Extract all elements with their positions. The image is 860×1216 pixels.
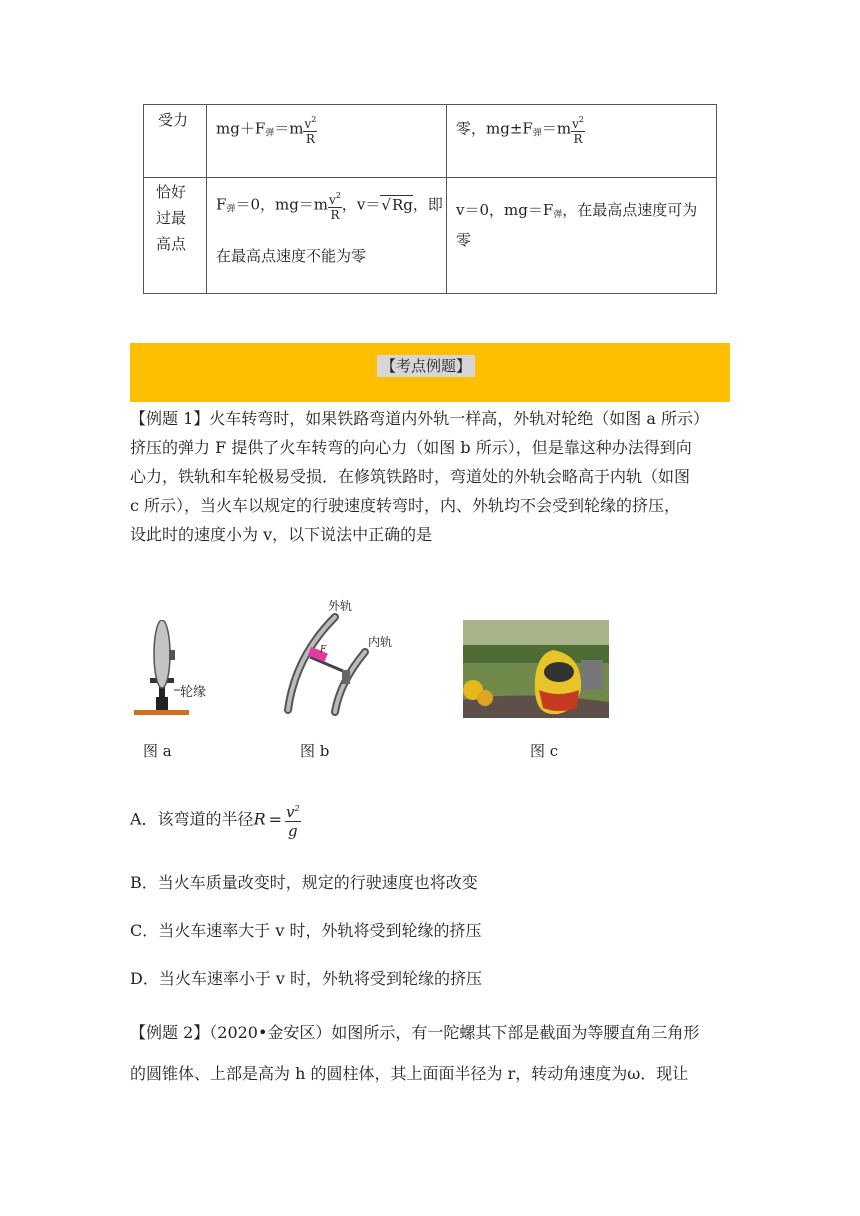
row2-col1-line2: 在最高点速度不能为零 [216, 247, 367, 265]
row2-col2-text: v＝0，$mg=F_弹$，在最高点速度可为 [456, 201, 698, 220]
figure-b-inner-label: 内轨 [368, 635, 393, 649]
row2-col2-line2: 零 [456, 231, 472, 249]
row1-col1-formula: $mg+F_弹=m$ $\frac{v^2}{R}$ [216, 115, 317, 146]
row2-col1-formula: $F_弹=0$，mg＝m $\frac{v^2}{R}$ ，v＝√Rg，即 [216, 191, 443, 222]
figure-b-force-label: F [320, 645, 327, 655]
figure-b-rails [280, 612, 393, 717]
row-label-force: 受力 [158, 111, 189, 129]
option-c: C．当火车速率大于 v 时，外轨将受到轮缘的挤压 [130, 921, 482, 940]
figure-a-caption: 图 a [143, 742, 172, 760]
example1-text: 【例题 1】火车转弯时，如果铁路弯道内外轨一样高，外轨对轮绝（如图 a 所示） 挤压的弹力 F 提供了火车转弯的向心力（如图 b 所示），但是靠这种办法得到向 心力，铁轨和车轮极易受损．在修筑铁路时，弯道处的外轨会略高于内轨（如图 c 所示），当火车以规定的行驶速度转弯时，内、外轨均不会受到轮缘的挤压， 设此时的速度小为 v，以下说法中正确的是 [130, 409, 709, 544]
option-d: D．当火车速率小于 v 时，外轨将受到轮缘的挤压 [130, 969, 483, 988]
option-b: B．当火车质量改变时，规定的行驶速度也将改变 [130, 873, 478, 892]
motion-comparison-table [143, 104, 717, 294]
figure-b-caption: 图 b [300, 742, 330, 760]
figure-c-train-photo [463, 620, 609, 718]
row1-col2-formula: 零，$mg\pm F_弹=m$ $\frac{v^2}{R}$ [456, 115, 584, 146]
section-banner-label: 【考点例题】 [377, 355, 475, 377]
row-label-just-over-top: 恰好 过最 高点 [156, 183, 187, 253]
figure-b-outer-label: 外轨 [328, 599, 353, 613]
figure-a-label: 轮缘 [180, 685, 207, 700]
figure-a-wheel [134, 620, 224, 720]
example2-text: 【例题 2】（2020•金安区）如图所示，有一陀螺其下部是截面为等腰直角三角形 的圆锥体、上部是高为 h 的圆柱体，其上面面半径为 r，转动角速度为ω．现让 [130, 1023, 700, 1083]
figure-c-caption: 图 c [530, 742, 559, 760]
option-a: A．该弯道的半径R = $\frac{v^2}{g}$ [130, 800, 301, 840]
